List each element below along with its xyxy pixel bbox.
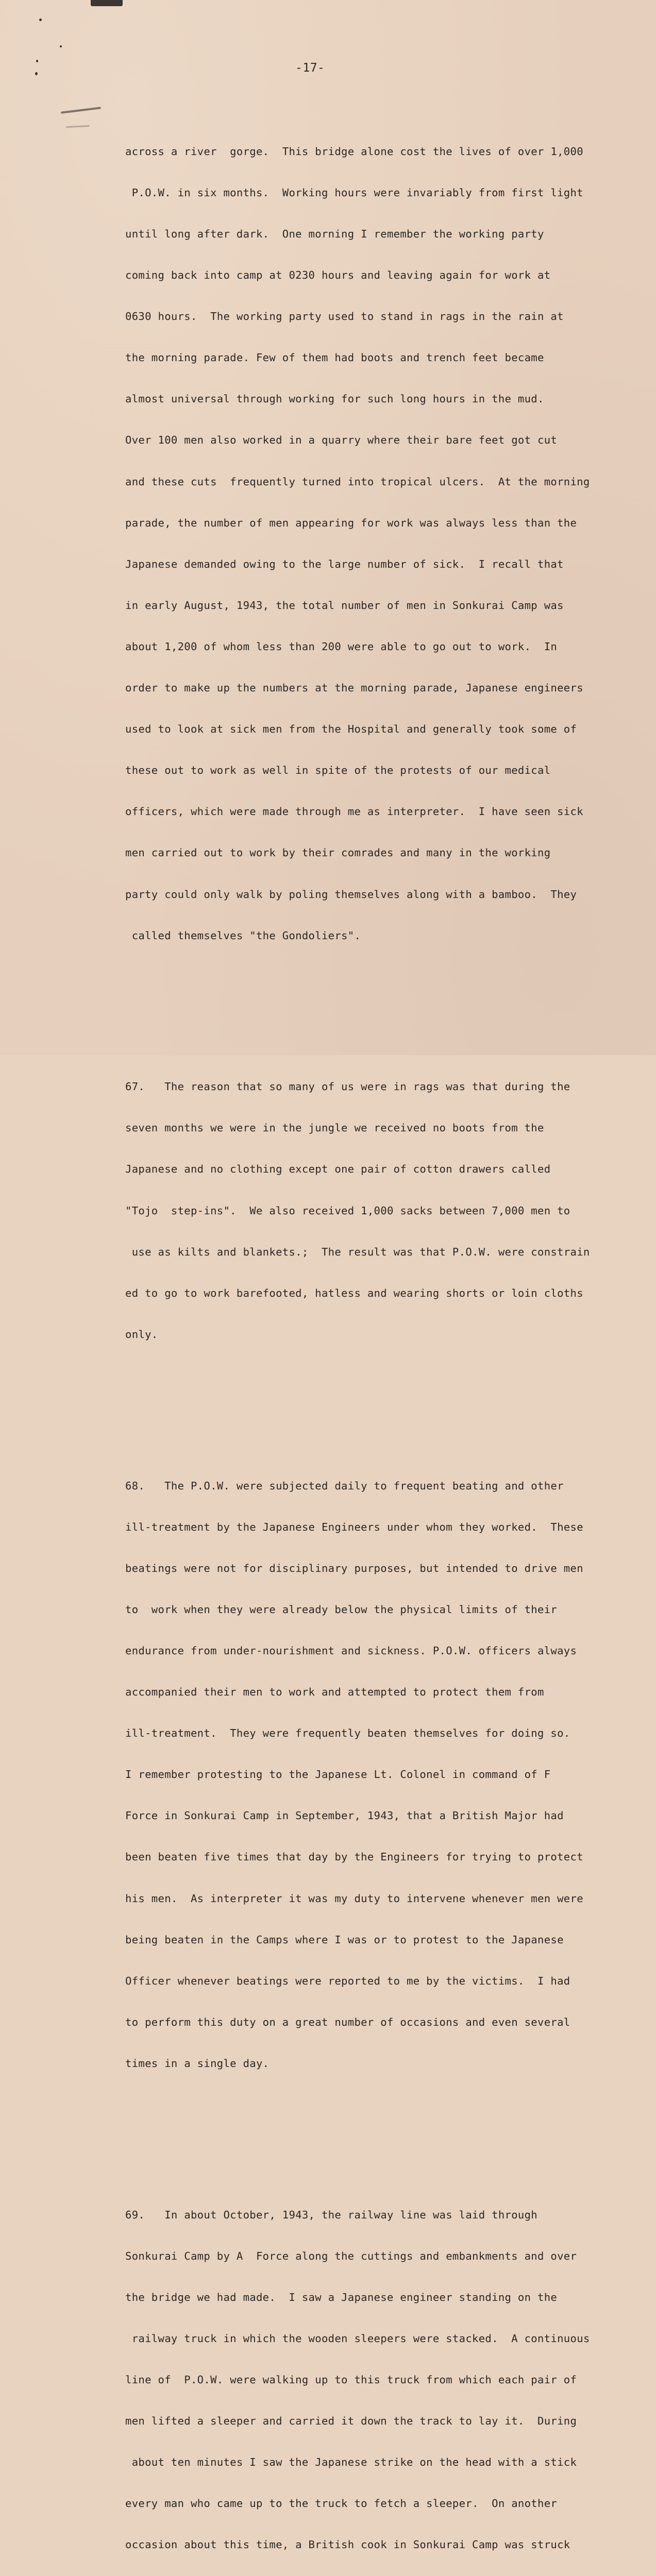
text-line: used to look at sick men from the Hospital and generally took some of [125,723,577,736]
text-line: called themselves "the Gondoliers". [125,929,361,942]
paragraph-67 [125,1053,641,1369]
text-line: seven months we were in the jungle we received no boots from the [125,1122,544,1134]
text-line: the bridge we had made. I saw a Japanese engineer standing on the [125,2291,558,2303]
text-line: across a river gorge. This bridge alone cost the lives of over 1,000 [125,145,583,158]
binding-tab-mark [91,0,123,6]
text-line: been beaten five times that day by the Engineers for trying to protect [125,1851,583,1863]
text-line: railway truck in which the wooden sleepers were stacked. A continuous [125,2332,590,2345]
ink-speck [36,60,38,62]
text-line: the morning parade. Few of them had boots and trench feet became [125,351,544,364]
text-line: about ten minutes I saw the Japanese strike on the head with a stick [125,2456,577,2469]
paragraph-68 [125,1451,641,2098]
page-number: -17- [295,61,325,75]
text-line: beatings were not for disciplinary purposes, but intended to drive men [125,1562,583,1574]
ink-speck [39,19,42,21]
paragraph-gap [125,1396,641,1410]
text-line: order to make up the numbers at the morning parade, Japanese engineers [125,682,583,694]
text-line: coming back into camp at 0230 hours and leaving again for work at [125,269,551,282]
ink-speck [35,72,38,75]
text-line: endurance from under-nourishment and sickness. P.O.W. officers always [125,1644,577,1657]
typed-body-text [125,90,641,2576]
text-line: I remember protesting to the Japanese Lt. Colonel in command of F [125,1768,551,1781]
text-line: about 1,200 of whom less than 200 were able to go out to work. In [125,640,558,653]
text-line: Force in Sonkurai Camp in September, 1943, that a British Major had [125,1809,564,1822]
text-line: only. [125,1328,158,1341]
text-line: and these cuts frequently turned into tropical ulcers. At the morning [125,475,590,488]
text-line: to perform this duty on a great number of occasions and even several [125,2015,570,2028]
text-line: ill-treatment. They were frequently beaten themselves for doing so. [125,1727,570,1740]
text-line: 0630 hours. The working party used to stand in rags in the rain at [125,310,564,323]
text-line: until long after dark. One morning I remember the working party [125,228,544,240]
margin-pencil-mark [66,125,90,128]
text-line: officers, which were made through me as interpreter. I have seen sick [125,805,583,818]
text-line: men lifted a sleeper and carried it down the track to lay it. During [125,2415,577,2428]
text-line: Over 100 men also worked in a quarry where their bare feet got cut [125,434,558,447]
text-line: Japanese demanded owing to the large number of sick. I recall that [125,557,564,570]
text-line: accompanied their men to work and attempted to protect them from [125,1686,544,1699]
margin-pencil-mark [61,107,101,113]
text-line: being beaten in the Camps where I was or to protest to the Japanese [125,1933,564,1946]
text-line: parade, the number of men appearing for work was always less than the [125,516,577,529]
text-line: every man who came up to the truck to fetch a sleeper. On another [125,2497,558,2510]
text-line: in early August, 1943, the total number of men in Sonkurai Camp was [125,599,564,612]
text-line: ed to go to work barefooted, hatless and wearing shorts or loin cloths [125,1286,583,1299]
text-line: use as kilts and blankets.; The result was that P.O.W. were constrain [125,1245,590,1258]
text-line: to work when they were already below the physical limits of their [125,1603,558,1616]
paragraph-66-continued [125,117,641,970]
text-line: Sonkurai Camp by A Force along the cuttings and embankments and over [125,2249,577,2262]
text-line: Japanese and no clothing except one pair of cotton drawers called [125,1163,551,1176]
text-line: ill-treatment by the Japanese Engineers under whom they worked. These [125,1520,583,1533]
text-line: P.O.W. in six months. Working hours were invariably from first light [125,186,583,199]
text-line: occasion about this time, a British cook in Sonkurai Camp was struck [125,2538,570,2551]
text-line: 69. In about October, 1943, the railway line was laid through [125,2208,538,2221]
text-line: Officer whenever beatings were reported to me by the victims. I had [125,1974,570,1987]
text-line: 68. The P.O.W. were subjected daily to frequent beating and other [125,1479,564,1492]
paragraph-gap [125,997,641,1011]
text-line: "Tojo step-ins". We also received 1,000 sacks between 7,000 men to [125,1204,570,1217]
text-line: times in a single day. [125,2057,270,2070]
text-line: 67. The reason that so many of us were in rags was that during the [125,1080,570,1093]
text-line: men carried out to work by their comrades and many in the working [125,846,551,859]
paragraph-gap [125,2125,641,2139]
text-line: almost universal through working for such long hours in the mud. [125,393,544,405]
text-line: these out to work as well in spite of the protests of our medical [125,764,551,777]
ink-speck [60,45,62,47]
text-line: line of P.O.W. were walking up to this truck from which each pair of [125,2373,577,2386]
paragraph-69 [125,2180,641,2576]
text-line: party could only walk by poling themselves along with a bamboo. They [125,888,577,901]
text-line: his men. As interpreter it was my duty to intervene whenever men were [125,1892,583,1905]
